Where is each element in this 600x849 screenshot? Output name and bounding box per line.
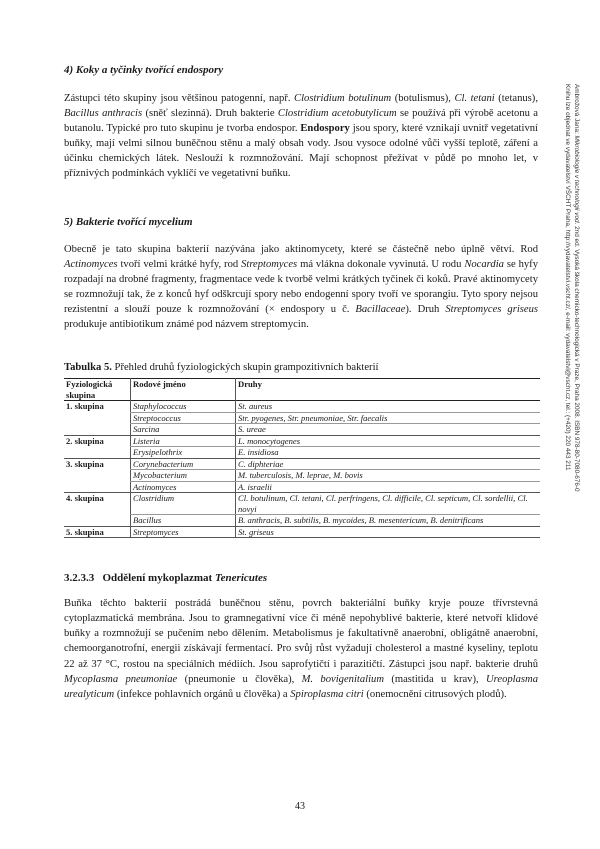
species-cell: E. insidiosa (236, 447, 541, 459)
species-cell: Str. pyogenes, Str. pneumoniae, Str. faecalis (236, 412, 541, 424)
header-group: Fyziologická skupina (66, 379, 113, 400)
table-row (64, 493, 540, 515)
citation-sidebar (560, 84, 590, 584)
section-4-paragraph: Zástupci této skupiny jsou většinou patogenní, např. Clostridium botulinum (botulismus), Cl. tetani (tetanus), Bacillus anthracis (sněť slezinná). Druh bakterie Clostridium acetobutylicum se používá při výrobě acetonu a butanolu. Typické pro tuto skupinu je tvorba endospor. Endospory jsou spory, které vznikají uvnitř vegetativní buňky, mají velmi silnou buněčnou stěnu a malý obsah vody. Jsou vysoce odolné vůči vyšší teplotě, záření a účinku chemických látek. Neslouží k rozmnožování. Mají schopnost přežívat v půdě po mnoho let, v příznivých podmínkách vyklíčí ve vegetativní buňku. (64, 93, 538, 180)
group-cell (64, 515, 131, 527)
species-cell: St. griseus (236, 526, 541, 538)
table-row (64, 515, 540, 527)
table-row (64, 470, 540, 482)
group-cell (64, 412, 131, 424)
genus-cell: Clostridium (131, 493, 236, 515)
table-row (64, 435, 540, 447)
table-row (64, 424, 540, 436)
page-content (64, 64, 538, 702)
group-cell: 5. skupina (64, 526, 131, 538)
genus-cell: Streptomyces (131, 526, 236, 538)
species-cell: M. tuberculosis, M. leprae, M. bovis (236, 470, 541, 482)
section-title-italic: Tenericutes (214, 572, 268, 585)
header-species: Druhy (236, 379, 541, 401)
table-row (64, 526, 540, 538)
table-row (64, 412, 540, 424)
citation-text (563, 84, 580, 492)
group-cell: 1. skupina (66, 401, 104, 412)
species-cell: A. israelii (236, 481, 541, 493)
section-number: 3.2.3.3 (64, 572, 95, 585)
citation-line-2: Knihu lze objednat ve vydavatelství VŠCHT Praha, http://vydavatelstvi.vscht.cz/, e-mail: vydavatelstvi@vscht.cz, tel.: (+420) 220 443 211 (564, 84, 572, 471)
group-cell (64, 424, 131, 436)
section-5-paragraph: Obecně je tato skupina bakterií nazývána jako aktinomycety, které se částečně nebo úplně větví. Rod Actinomyces tvoří velmi krátké hyfy, rod Streptomyces má vlákna dokonale vyvinutá. U rodu Nocardia se hyfy rozpadají na drobné fragmenty, fragmentace vede k tvorbě velmi krátkých tyčinek či koků. Pravé aktinomycety se rozmnožují tak, že z konců hyf odškrcují spory nebo endogenní spory tvoří ve sporangiu. Tyto spory nejsou rezistentní a slouží pouze k rozmnožování (× endospory u č. Bacillaceae). Druh Streptomyces griseus produkuje antibiotikum známé pod názvem streptomycin. (64, 243, 539, 331)
species-cell: B. anthracis, B. subtilis, B. mycoides, B. mesentericum, B. denitrificans (236, 515, 541, 527)
genus-cell: Bacillus (131, 515, 236, 527)
section-4-heading: 4) Koky a tyčinky tvořící endospory (64, 64, 224, 76)
genus-cell: Actinomyces (131, 481, 236, 493)
table-caption (64, 362, 538, 373)
bacteria-groups-table (64, 378, 540, 538)
genus-cell: Staphylococcus (131, 401, 236, 413)
mycoplasma-paragraph: Buňka těchto bakterií postrádá buněčnou stěnu, povrch bakteriální buňky kryje pouze třívrstevná cytoplazmatická membrána. Jsou to gramnegativní více či méně nepohyblivé bakterie, které netvoří klidové buňky a rozmnožují se pučením nebo dělením. Metabolismus je fakultativně anaerobní, obligátně anaerobní, chemoorganotrofní, energii získávají fermentací. Pro svůj růst vyžadují cholesterol a mastné kyseliny, teplotu 22 až 37 °C, rostou na speciálních médiích. Jsou saprofytičtí i parazitičtí. Zástupci jsou např. bakterie druhů Mycoplasma pneumoniae (pneumonie u člověka), M. bovigenitalium (mastitida u krav), Ureoplasma urealyticum (infekce pohlavních orgánů u člověka) a Spiroplasma citri (onemocnění citrusových plodů). (64, 598, 538, 700)
table-row (64, 447, 540, 459)
table-caption-text: Přehled druhů fyziologických skupin grampozitivních bakterií (111, 362, 379, 374)
table-row (64, 481, 540, 493)
table-body (64, 401, 540, 538)
genus-cell: Streptococcus (131, 412, 236, 424)
section-5-heading: 5) Bakterie tvořící mycelium (64, 215, 193, 228)
table-row (64, 401, 540, 413)
group-cell (64, 481, 131, 493)
citation-line-1: Ambrožová Jana: Mikrobiologie v technologii vod. 2nd ed. Vysoká škola chemicko-technologická v Praze, Praha 2008. ISBN 978-80-7080-676-0 (573, 84, 580, 492)
group-cell: 4. skupina (66, 493, 104, 504)
genus-cell: Listeria (131, 435, 236, 447)
table-header-row (64, 379, 540, 401)
page-number: 43 (295, 801, 305, 812)
section-title-text: Oddělení mykoplazmat (102, 572, 213, 585)
header-genus: Rodové jméno (131, 379, 236, 401)
group-cell (64, 447, 131, 459)
group-cell (64, 470, 131, 482)
mycoplasma-section-title (64, 572, 538, 584)
species-cell: St. aureus (236, 401, 541, 413)
species-cell: L. monocytogenes (236, 435, 541, 447)
table-row (64, 458, 540, 470)
group-cell: 2. skupina (66, 435, 104, 446)
species-cell: S. ureae (236, 424, 541, 436)
group-cell: 3. skupina (66, 458, 104, 469)
species-cell: Cl. botulinum, Cl. tetani, Cl. perfringens, Cl. difficile, Cl. septicum, Cl. sordellii, Cl. novyi (236, 493, 541, 515)
genus-cell: Mycobacterium (131, 470, 236, 482)
genus-cell: Sarcina (131, 424, 236, 436)
genus-cell: Erysipelothrix (131, 447, 236, 459)
species-cell: C. diphteriae (236, 458, 541, 470)
genus-cell: Corynebacterium (131, 458, 236, 470)
table-caption-label: Tabulka 5. (64, 362, 112, 374)
